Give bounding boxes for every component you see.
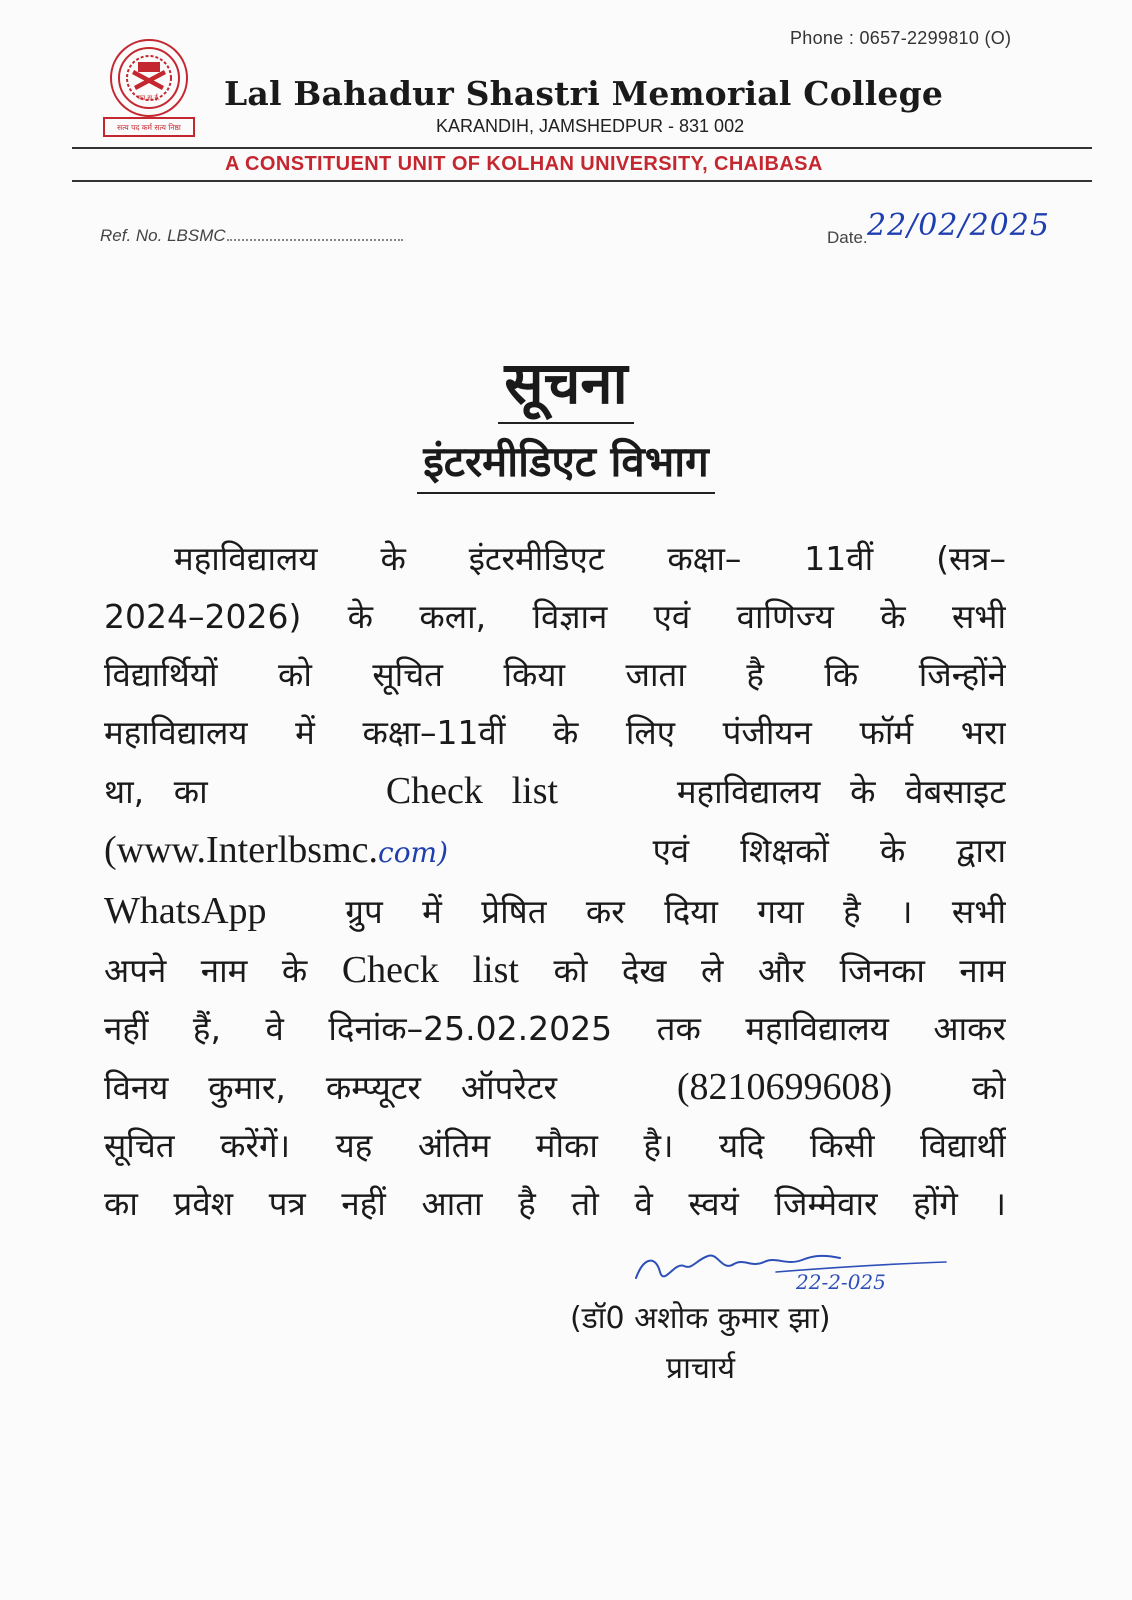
body-line-7-part-2: ग्रुप में प्रेषित कर दिया गया है । सभी xyxy=(345,892,1006,931)
body-line-6 xyxy=(104,821,1006,882)
body-line-8-part-1: अपने नाम के xyxy=(104,951,308,990)
college-name: Lal Bahadur Shastri Memorial College xyxy=(224,74,944,113)
body-line-6-part-3: एवं शिक्षकों के द्वारा xyxy=(652,831,1006,870)
body-line-11: सूचित करेंगें। यह अंतिम मौका है। यदि किसी विद्यार्थी xyxy=(104,1126,1006,1165)
body-line-5-part-3: महाविद्यालय के वेबसाइट xyxy=(676,772,1006,811)
body-line-5 xyxy=(104,762,1006,821)
header-divider-top xyxy=(72,147,1092,149)
college-logo xyxy=(100,34,198,142)
body-line-10-part-3: को xyxy=(972,1068,1006,1107)
check-list-text-2: Check list xyxy=(341,949,519,991)
body-line-3: विद्यार्थियों को सूचित किया जाता है कि जिन्होंने xyxy=(104,655,1006,694)
whatsapp-text: WhatsApp xyxy=(104,890,267,932)
body-line-10 xyxy=(104,1058,1006,1117)
handwritten-date: 22/02/2025 xyxy=(867,208,1050,243)
website-text: (www.Interlbsmc. xyxy=(104,829,379,871)
website-handwritten-suffix: com) xyxy=(378,836,449,869)
ref-dotted-line xyxy=(227,227,403,241)
phone-number: Phone : 0657-2299810 (O) xyxy=(790,28,1012,48)
header-divider-bottom xyxy=(72,180,1092,182)
body-line-12: का प्रवेश पत्र नहीं आता है तो वे स्वयं जिम्मेवार होंगे । xyxy=(104,1184,1006,1223)
notice-body xyxy=(104,530,1006,1233)
notice-title-text: सूचना xyxy=(498,344,633,424)
body-line-1: महाविद्यालय के इंटरमीडिएट कक्षा– 11वीं (सत्र– xyxy=(174,539,1006,578)
body-line-8 xyxy=(104,941,1006,1000)
body-line-7 xyxy=(104,882,1006,941)
constituent-unit-line: A CONSTITUENT UNIT OF KOLHAN UNIVERSITY, CHAIBASA xyxy=(225,153,823,175)
logo-motto: सत्य पद कर्म सत्य निष्ठा xyxy=(117,123,181,132)
body-line-4: महाविद्यालय में कक्षा–11वीं के लिए पंजीयन फॉर्म भरा xyxy=(104,713,1006,752)
college-address: KARANDIH, JAMSHEDPUR - 831 002 xyxy=(436,116,745,136)
notice-subtitle xyxy=(0,432,1132,494)
signature-date: 22-2-025 xyxy=(796,1270,886,1294)
body-line-2: 2024–2026) के कला, विज्ञान एवं वाणिज्य के सभी xyxy=(104,597,1006,636)
body-line-5-part-1: था, का xyxy=(104,772,208,811)
notice-subtitle-text: इंटरमीडिएट विभाग xyxy=(417,432,715,494)
body-line-9: नहीं हैं, वे दिनांक–25.02.2025 तक महाविद्यालय आकर xyxy=(104,1009,1006,1048)
date-label: Date. xyxy=(827,228,868,247)
principal-designation: प्राचार्य xyxy=(666,1351,736,1386)
logo-center-text: का.स.ई. xyxy=(137,94,161,102)
operator-phone: (8210699608) xyxy=(676,1066,893,1108)
check-list-text: Check list xyxy=(385,770,559,812)
body-line-8-part-3: को देख ले और जिनका नाम xyxy=(553,951,1006,990)
ref-label: Ref. No. LBSMC xyxy=(100,226,226,245)
body-line-10-part-1: विनय कुमार, कम्प्यूटर ऑपरेटर xyxy=(104,1068,558,1107)
reference-number xyxy=(100,226,403,246)
notice-title xyxy=(0,344,1132,424)
principal-name: (डॉ0 अशोक कुमार झा) xyxy=(570,1301,831,1336)
